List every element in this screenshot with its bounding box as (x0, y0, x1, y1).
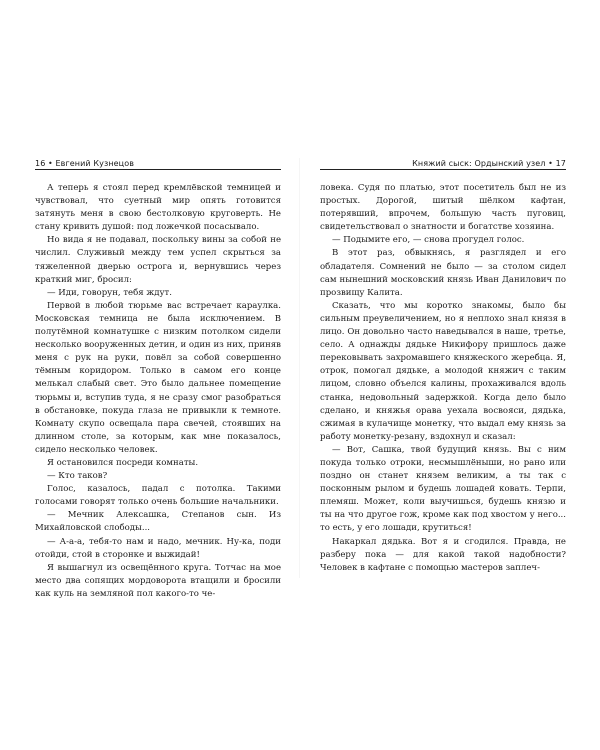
paragraph: — Кто таков? (47, 471, 108, 482)
left-page-text (35, 182, 281, 601)
paragraph: Но вида я не подавал, поскольку вины за собой не числил. Служивый между тем успел скрыться за тяжеленной дверью острога и, вернувшись через краткий миг, бросил: (35, 235, 281, 285)
paragraph: Первой в любой тюрьме вас встречает караулка. Московская темница не была исключением. В полутёмной комнатушке с низким потолком сидели несколько вооруженных детин, и один из них, приняв меня с рук на руки, повёл за собой совершенно тёмным коридором. Только в самом его конце мелькал слабый свет. Это было дальнее помещение тюрьмы и, вступив туда, я не сразу смог разобраться в обстановке, покуда глаза не привыкли к темноте. Комнату скупо освещала пара свечей, стоявших на длинном столе, за которым, как мне показалось, сидело несколько человек. (35, 300, 281, 455)
left-page (35, 158, 281, 601)
paragraph: В этот раз, обвыкнясь, я разглядел и его обладателя. Сомнений не было — за столом сидел сам нынешний московский князь Иван Данилович по прозвищу Калита. (320, 248, 566, 298)
book-spread (22, 158, 578, 599)
paragraph: — Вот, Сашка, твой будущий князь. Вы с ним покуда только отроки, несмышлёныши, но рано или поздно он станет князем великим, а ты так с посконным рылом и будешь лошадей ковать. Терпи, племяш. Может, коли выучишься, будешь князю и ты на что другое гож, кроме как под хвостом у него... то есть, у его лошади, крутиться! (320, 444, 566, 534)
paragraph: Накаркал дядька. Вот я и сгодился. Правда, не разберу пока — для какой такой надобности? Человек в кафтане с помощью мастеров заплеч- (320, 536, 566, 573)
paragraph: — Иди, говорун, тебя ждут. (47, 287, 172, 298)
paragraph: — А-а-а, тебя-то нам и надо, мечник. Ну-ка, поди отойди, стой в сторонке и выжидай! (35, 536, 281, 560)
paragraph: — Мечник Алексашка, Степанов сын. Из Михайловской слободы... (35, 510, 281, 534)
paragraph: Я остановился посреди комнаты. (47, 457, 199, 468)
paragraph: Я вышагнул из освещённого круга. Тотчас на мое место два сопящих мордоворота втащили и бросили как куль на земляной пол какого-то че- (35, 562, 281, 599)
paragraph: — Подымите его, — снова прогудел голос. (332, 235, 525, 246)
left-running-head: 16 • Евгений Кузнецов (35, 158, 281, 170)
spine-gutter (299, 158, 300, 578)
right-page-text (320, 182, 566, 575)
paragraph: А теперь я стоял перед кремлёвской темницей и чувствовал, что суетный мир опять готовится затянуть меня в свою бестолковую круговерть. Не стану кривить душой: под ложечкой посасывало. (35, 183, 281, 233)
paragraph: Сказать, что мы коротко знакомы, было бы сильным преувеличением, но я неплохо знал князя в лицо. Он довольно часто наведывался в наше, третье, село. А однажды дядьке Никифору пришлось даже перековывать захромавшего княжеского жеребца. Я, отрок, помогал дядьке, а молодой княжич с таким лицом, словно объелся калины, прохаживался вдоль станка, недовольный задержкой. Когда дело было сделано, и княжья орава уехала восвояси, дядька, сжимая в кулачище монетку, что выдал ему князь за работу монетку-резану, вздохнул и сказал: (320, 300, 566, 442)
paragraph: ловека. Судя по платью, этот посетитель был не из простых. Дорогой, шитый шёлком кафтан, потерявший, впрочем, большую часть пуговиц, свидетельствовал о знатности и богатстве хозяина. (320, 183, 566, 233)
right-page (320, 158, 566, 575)
paragraph: Голос, казалось, падал с потолка. Такими голосами говорят только очень большие начальники. (35, 484, 281, 508)
right-running-head: Княжий сыск: Ордынский узел • 17 (320, 158, 566, 170)
